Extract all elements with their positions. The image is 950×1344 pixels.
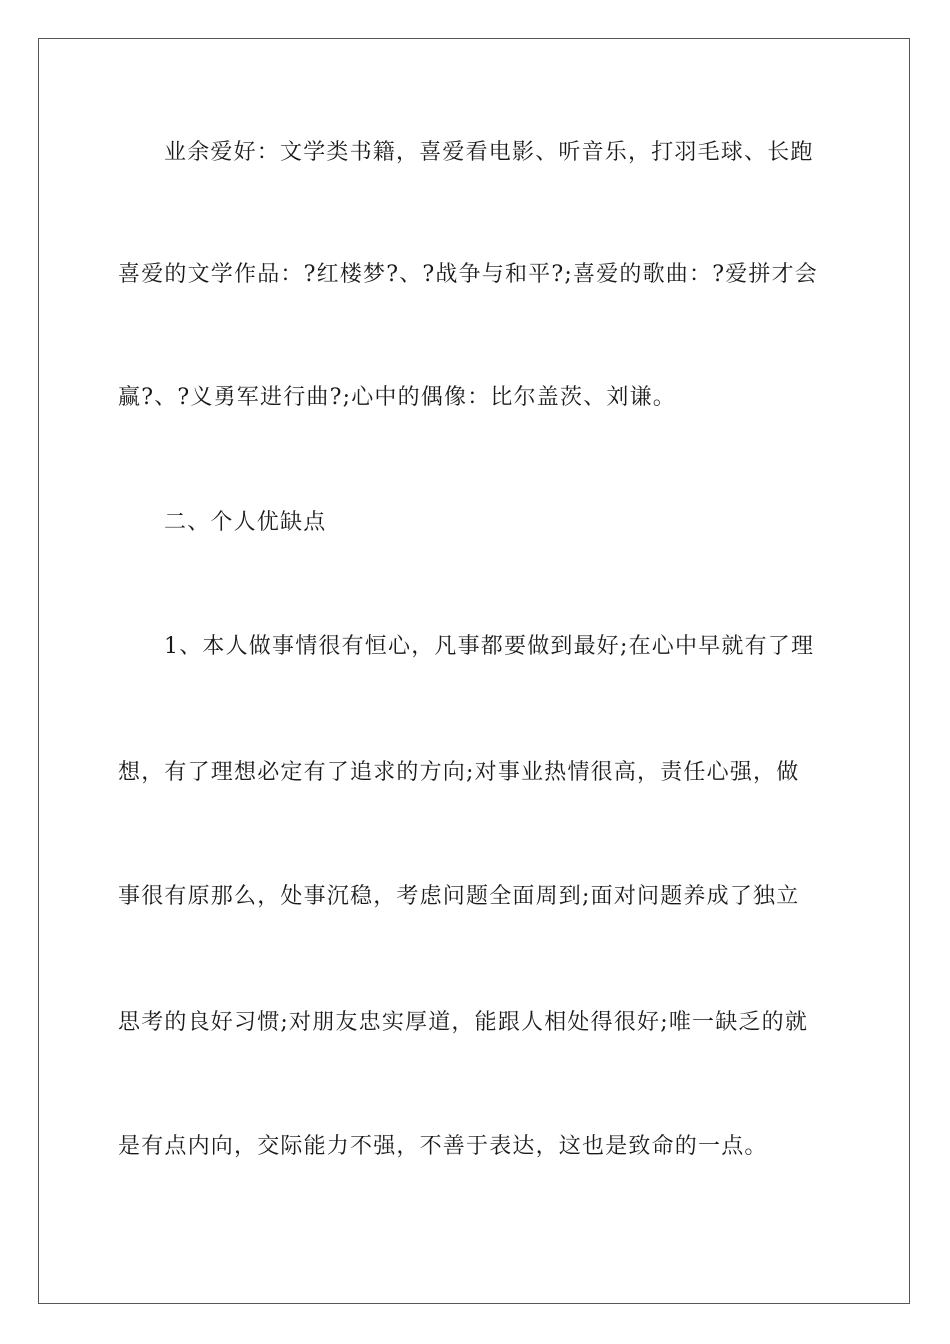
idols-line: 赢?、?义勇军进行曲?;心中的偶像：比尔盖茨、刘谦。	[118, 385, 676, 410]
strengths-line-3: 事很有原那么，处事沉稳，考虑问题全面周到;面对问题养成了独立	[118, 884, 800, 909]
favorite-works-line: 喜爱的文学作品：?红楼梦?、?战争与和平?;喜爱的歌曲：?爱拼才会	[118, 262, 818, 287]
page-frame	[38, 38, 910, 1304]
strengths-line-1: 1、本人做事情很有恒心，凡事都要做到最好;在心中早就有了理	[164, 634, 815, 659]
weakness-line: 是有点内向，交际能力不强，不善于表达，这也是致命的一点。	[118, 1134, 768, 1159]
strengths-line-2: 想，有了理想必定有了追求的方向;对事业热情很高，责任心强，做	[118, 760, 800, 785]
hobbies-line: 业余爱好：文学类书籍，喜爱看电影、听音乐，打羽毛球、长跑	[164, 140, 814, 165]
strengths-line-4: 思考的良好习惯;对朋友忠实厚道，能跟人相处得很好;唯一缺乏的就	[118, 1010, 809, 1035]
section-heading: 二、个人优缺点	[164, 510, 327, 535]
